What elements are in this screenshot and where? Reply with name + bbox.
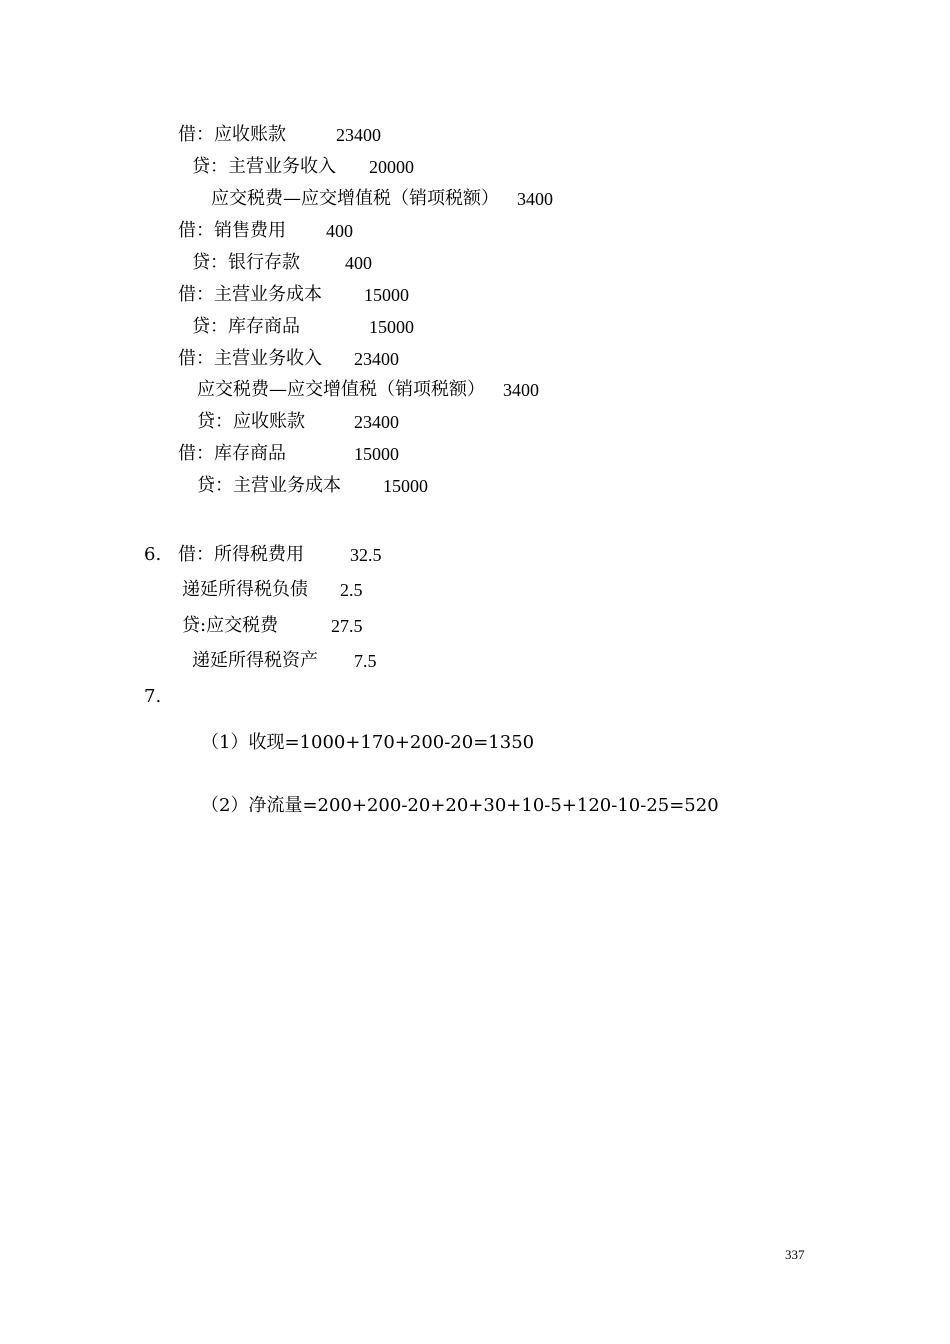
- entry-amount: 15000: [369, 317, 414, 337]
- entry-label: 借：应收账款: [178, 124, 286, 145]
- entry-amount: 400: [345, 253, 372, 273]
- section-7-number: 7.: [144, 686, 162, 707]
- section-6-number: 6.: [144, 544, 162, 565]
- entry-label: 应交税费—应交增值税（销项税额）: [197, 379, 485, 400]
- entry-label: 贷：主营业务成本: [197, 475, 341, 496]
- entry-amount: 3400: [517, 189, 553, 209]
- entry-amount: 23400: [336, 125, 381, 145]
- entry-amount: 15000: [364, 285, 409, 305]
- entry-amount: 20000: [369, 157, 414, 177]
- section-7-item-2: （2）净流量=200+200-20+20+30+10-5+120-10-25=520: [201, 795, 719, 816]
- entry-label: 借：库存商品: [178, 443, 286, 464]
- entry-label: 贷：主营业务收入: [192, 156, 336, 177]
- page-number: 337: [785, 1247, 805, 1262]
- entry-amount: 23400: [354, 412, 399, 432]
- entry-amount: 32.5: [350, 545, 382, 565]
- entry-amount: 3400: [503, 380, 539, 400]
- entry-amount: 15000: [354, 444, 399, 464]
- entry-label: 贷：应收账款: [197, 411, 305, 432]
- entry-label: 借：主营业务收入: [178, 348, 322, 369]
- entry-label: 递延所得税负债: [182, 579, 308, 600]
- entry-label: 借：所得税费用: [178, 544, 304, 565]
- entry-amount: 400: [326, 221, 353, 241]
- entry-amount: 2.5: [340, 580, 363, 600]
- entry-label: 借：销售费用: [178, 220, 286, 241]
- entry-amount: 15000: [383, 476, 428, 496]
- entry-label: 贷:应交税费: [182, 615, 279, 636]
- section-7-item-1: （1）收现=1000+170+200-20=1350: [201, 732, 535, 753]
- entry-label: 贷：银行存款: [192, 252, 300, 273]
- entry-label: 应交税费—应交增值税（销项税额）: [211, 188, 499, 209]
- entry-amount: 27.5: [331, 616, 363, 636]
- entry-label: 借：主营业务成本: [178, 284, 322, 305]
- entry-amount: 23400: [354, 349, 399, 369]
- entry-label: 递延所得税资产: [192, 650, 318, 671]
- entry-amount: 7.5: [354, 651, 377, 671]
- entry-label: 贷：库存商品: [192, 316, 300, 337]
